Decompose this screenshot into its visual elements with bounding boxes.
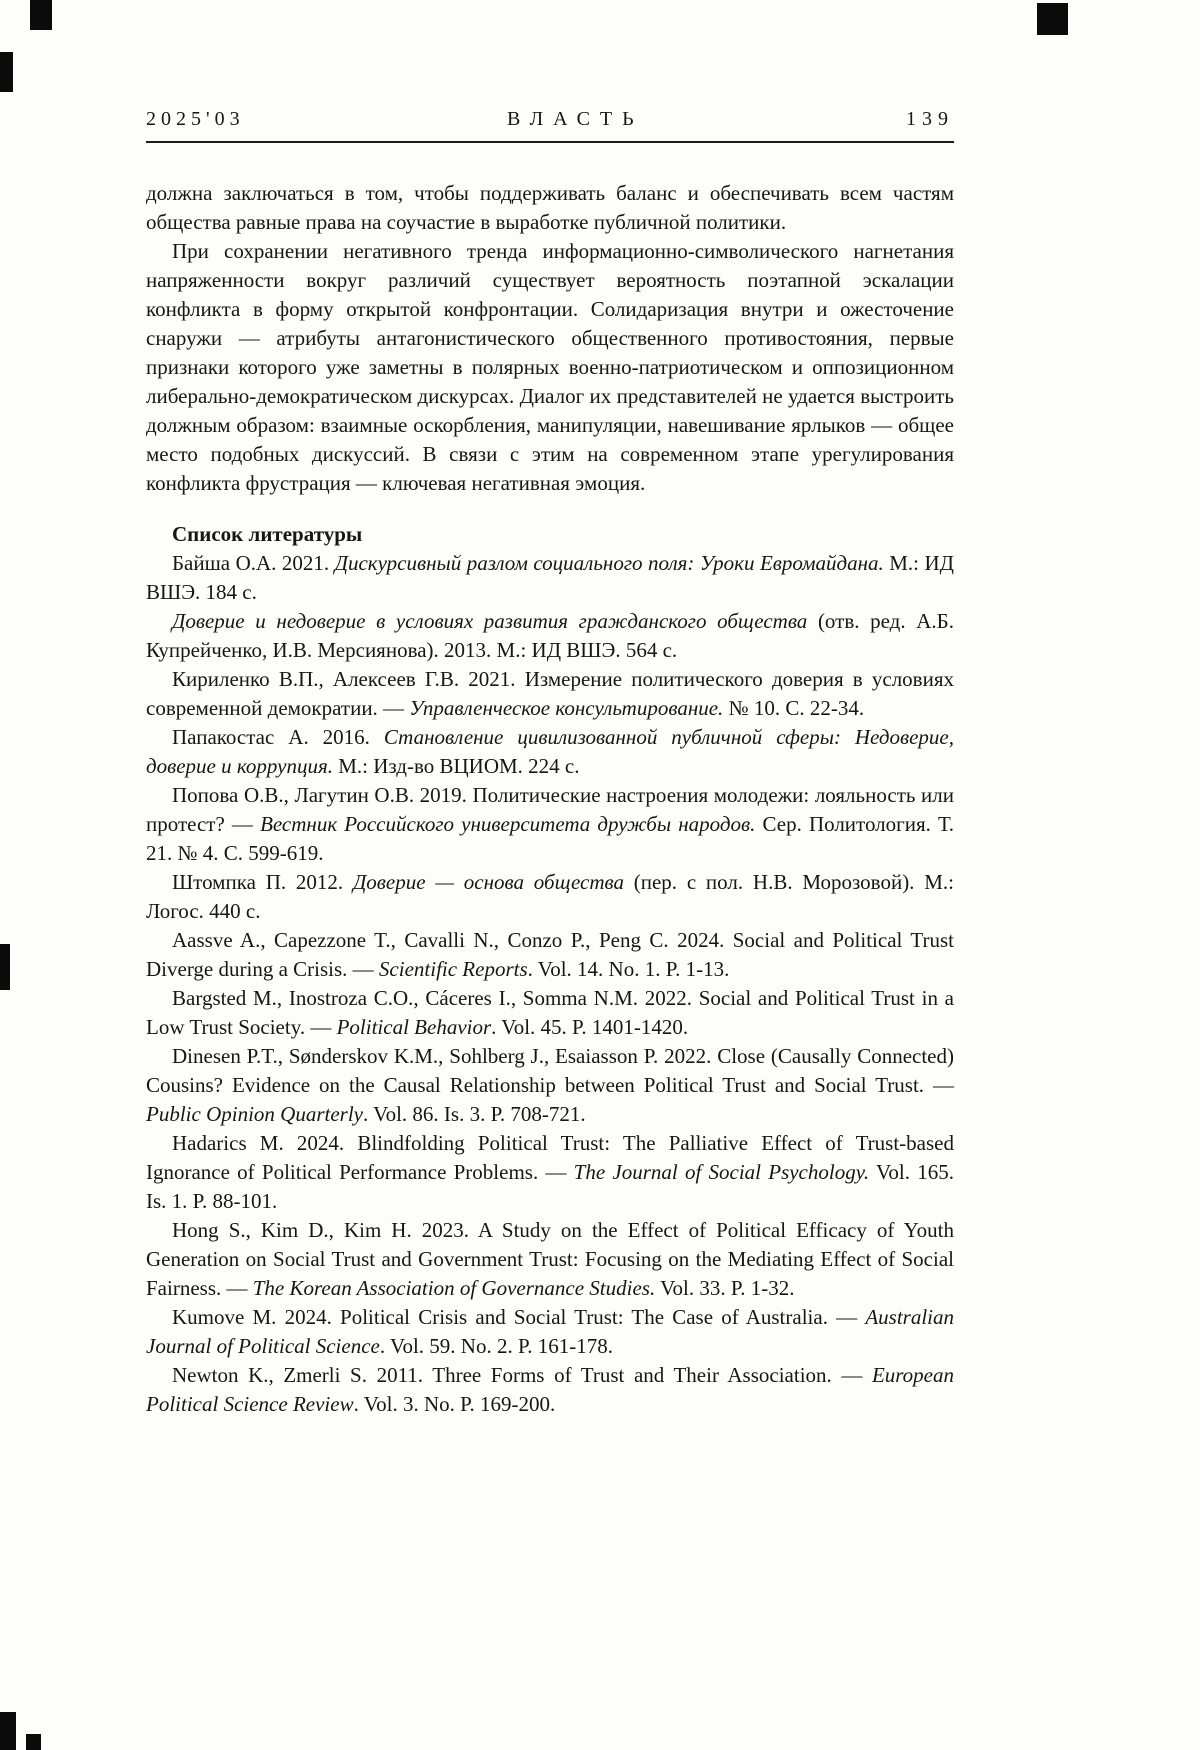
issue-label: 2025'03 [146, 108, 245, 130]
reference-source-title: Political Behavior [336, 1015, 492, 1039]
reference-entry [146, 665, 954, 723]
reference-entry [146, 549, 954, 607]
reference-entry [146, 1129, 954, 1216]
reference-entry [146, 781, 954, 868]
reference-text: Hadarics M. 2024. Blindfolding Political Trust: The Palliative Effect of Trust-based Ignorance of Political Performance Problems. — [146, 1131, 954, 1184]
scan-mark [0, 52, 13, 92]
reference-source-title: Дискурсивный разлом социального поля: Уроки Евромайдана. [334, 551, 884, 575]
reference-text: Dinesen P.T., Sønderskov K.M., Sohlberg J., Esaiasson P. 2022. Close (Causally Connected) Cousins? Evidence on the Causal Relationship between Political Trust and Social Trust. — [146, 1044, 954, 1097]
reference-text: . Vol. 3. No. P. 169-200. [353, 1392, 556, 1416]
reference-text: Штомпка П. 2012. [172, 870, 353, 894]
scan-mark [30, 0, 52, 30]
reference-source-title: Доверие и недоверие в условиях развития гражданского общества [172, 609, 808, 633]
reference-text: М.: ИД ВШЭ. 184 с. [146, 551, 954, 604]
reference-text: Bargsted M., Inostroza C.O., Cáceres I., Somma N.M. 2022. Social and Political Trust in a Low Trust Society. — [146, 986, 954, 1039]
scan-mark [1037, 3, 1068, 35]
reference-text: Попова О.В., Лагутин О.В. 2019. Политические настроения молодежи: лояльность или протест? — [146, 783, 954, 836]
reference-source-title: Доверие — основа общества [352, 870, 624, 894]
reference-entry [146, 984, 954, 1042]
reference-source-title: Управленческое консультирование. [409, 696, 724, 720]
reference-text: № 10. С. 22-34. [723, 696, 865, 720]
reference-source-title: Scientific Reports [378, 957, 528, 981]
reference-source-title: Становление цивилизованной публичной сферы: Недоверие, доверие и коррупция. [146, 725, 954, 778]
reference-text: . Vol. 45. P. 1401-1420. [491, 1015, 689, 1039]
reference-text: Байша О.А. 2021. [172, 551, 335, 575]
reference-text: (отв. ред. А.Б. Купрейченко, И.В. Мерсиянова). 2013. М.: ИД ВШЭ. 564 с. [146, 609, 954, 662]
reference-text: М.: Изд-во ВЦИОМ. 224 с. [332, 754, 580, 778]
reference-text: Aassve A., Capezzone T., Cavalli N., Conzo P., Peng C. 2024. Social and Political Trust Diverge during a Crisis. — [146, 928, 954, 981]
reference-entry [146, 868, 954, 926]
scan-mark [26, 1734, 41, 1750]
journal-title: ВЛАСТЬ [506, 108, 644, 130]
reference-source-title: The Journal of Social Psychology. [573, 1160, 870, 1184]
scan-mark [0, 944, 10, 990]
running-head [146, 108, 954, 143]
reference-text: Kumove M. 2024. Political Crisis and Social Trust: The Case of Australia. — [172, 1305, 866, 1329]
body-paragraph: При сохранении негативного тренда информационно-символического нагнетания напряженности вокруг различий существует вероятность поэтапной эскалации конфликта в форму открытой конфронтации. Солидаризация внутри и ожесточение снаружи — атрибуты антагонистического общественного противостояния, первые признаки которого уже заметны в полярных военно-патриотическом и оппозиционном либерально-демократическом дискурсах. Диалог их представителей не удается выстроить должным образом: взаимные оскорбления, манипуляции, навешивание ярлыков — общее место подобных дискуссий. В связи с этим на современном этапе урегулирования конфликта фрустрация — ключевая негативная эмоция. [146, 239, 954, 495]
reference-entry [146, 1216, 954, 1303]
reference-text: . Vol. 86. Is. 3. P. 708-721. [362, 1102, 586, 1126]
reference-entry [146, 607, 954, 665]
reference-text: Кириленко В.П., Алексеев Г.В. 2021. Измерение политического доверия в условиях современной демократии. — [146, 667, 954, 720]
references-heading: Список литературы [172, 522, 363, 546]
reference-text: Vol. 33. P. 1-32. [655, 1276, 795, 1300]
reference-text: Сер. Политология. Т. 21. № 4. С. 599-619. [146, 812, 955, 865]
reference-source-title: Вестник Российского университета дружбы народов. [260, 812, 756, 836]
reference-source-title: The Korean Association of Governance Studies. [252, 1276, 656, 1300]
references-list [146, 549, 954, 1419]
reference-source-title: European Political Science Review [146, 1363, 954, 1416]
reference-text: Папакостас А. 2016. [172, 725, 384, 749]
reference-entry [146, 1042, 954, 1129]
reference-entry [146, 926, 954, 984]
reference-text: (пер. с пол. Н.В. Морозовой). М.: Логос. 440 с. [146, 870, 954, 923]
reference-source-title: Public Opinion Quarterly [146, 1102, 363, 1126]
reference-text: Newton K., Zmerli S. 2011. Three Forms of Trust and Their Association. — [172, 1363, 872, 1387]
article-body [146, 179, 954, 1419]
reference-text: . Vol. 59. No. 2. P. 161-178. [379, 1334, 614, 1358]
reference-entry [146, 723, 954, 781]
scan-mark [0, 1712, 16, 1750]
reference-source-title: Australian Journal of Political Science [146, 1305, 954, 1358]
reference-text: . Vol. 14. No. 1. P. 1-13. [527, 957, 730, 981]
reference-text: Hong S., Kim D., Kim H. 2023. A Study on the Effect of Political Efficacy of Youth Generation on Social Trust and Government Trust: Focusing on the Mediating Effect of Social Fairness. — [146, 1218, 954, 1300]
body-paragraph: должна заключаться в том, чтобы поддерживать баланс и обеспечивать всем частям общества равные права на соучастие в выработке публичной политики. [146, 181, 954, 234]
reference-entry [146, 1303, 954, 1361]
page-content [146, 108, 954, 1419]
reference-entry [146, 1361, 954, 1419]
reference-text: Vol. 165. Is. 1. P. 88-101. [146, 1160, 954, 1213]
page-number: 139 [906, 108, 954, 130]
